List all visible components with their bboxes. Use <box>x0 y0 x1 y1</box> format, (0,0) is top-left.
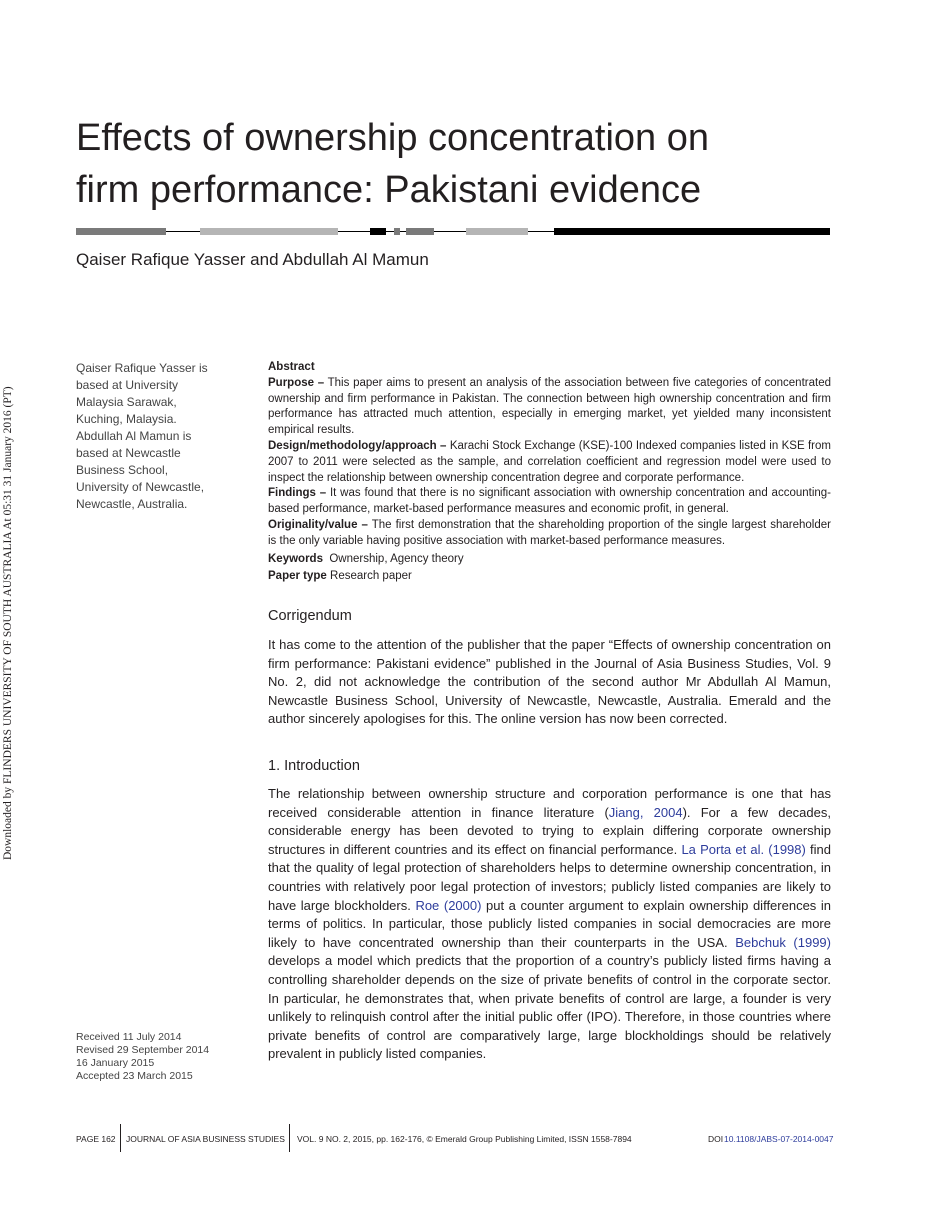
affiliation-line: Business School, <box>76 463 169 477</box>
affiliation-line: Newcastle, Australia. <box>76 497 188 511</box>
originality-text: The first demonstration that the shareholding proportion of the single largest shareholder is the only variable having positive association with market-based performance measures. <box>268 518 831 547</box>
article-title <box>76 112 876 216</box>
intro-text-5: develops a model which predicts that the proportion of a country’s publicly listed firms having a controlling shareholder depends on the size of private benefits of control in the corporate sector. In particular, he demonstrates that, when private benefits of control are large, a founder is very unlikely to relinquish control after the initial public offer (IPO). Therefore, in those countries where private benefits of control are comparatively large, large blockholdings should be relatively prevalent in publicly listed companies. <box>268 953 831 1062</box>
corrigendum-body <box>268 636 831 729</box>
paper-type-text: Research paper <box>330 570 412 583</box>
keywords-label: Keywords <box>268 552 323 565</box>
design-label: Design/methodology/approach – <box>268 439 447 452</box>
introduction-body <box>268 785 831 1064</box>
abstract-design <box>268 439 831 486</box>
affiliation-line: Abdullah Al Mamun is <box>76 429 192 443</box>
citation-link-roe[interactable]: Roe (2000) <box>415 897 482 913</box>
footer-divider <box>120 1124 121 1152</box>
introduction-paragraph <box>268 785 831 1064</box>
article-dates <box>76 1031 256 1083</box>
author-affiliation <box>76 360 251 513</box>
abstract-purpose <box>268 376 831 439</box>
affiliation-line: University of Newcastle, <box>76 480 205 494</box>
affiliation-line: based at University <box>76 378 179 392</box>
doi-label: DOI <box>708 1134 724 1144</box>
abstract-paper-type <box>268 569 831 585</box>
findings-text: It was found that there is no significant association with ownership concentration and accounting-based performance, market-based performance measures and economic profit, in general. <box>268 487 832 516</box>
intro-text-2: ). For a few decades, considerable energy has been devoted to trying to explain differing corporate ownership structures in different countries and its effect on financial performance. <box>268 804 831 857</box>
citation-link-la-porta[interactable]: La Porta et al. (1998) <box>681 841 806 857</box>
volume-info: VOL. 9 NO. 2, 2015, pp. 162-176, © Emerald Group Publishing Limited, ISSN 1558-7894 <box>297 1134 632 1144</box>
page-footer <box>76 1124 832 1152</box>
revised-date: Revised 29 September 2014 <box>76 1044 210 1056</box>
accepted-date: Accepted 23 March 2015 <box>76 1070 193 1082</box>
affiliation-line: Malaysia Sarawak, <box>76 395 177 409</box>
affiliation-line: based at Newcastle <box>76 446 181 460</box>
received-date: Received 11 July 2014 <box>76 1031 182 1043</box>
footer-divider <box>289 1124 290 1152</box>
revised-date-2: 16 January 2015 <box>76 1057 155 1069</box>
purpose-text: This paper aims to present an analysis of the association between five categories of concentrated ownership and firm performance in Pakistan. The connection between high ownership concentration and firm performance has attracted much attention, especially in emerging market, yet yielded many inconsistent empirical results. <box>268 376 831 437</box>
paper-type-label: Paper type <box>268 570 327 583</box>
introduction-heading: 1. Introduction <box>268 758 360 774</box>
intro-text-1: The relationship between ownership structure and corporation performance is one that has received considerable attention in finance literature ( <box>268 786 831 820</box>
citation-link-jiang[interactable]: Jiang, 2004 <box>608 804 683 820</box>
originality-label: Originality/value – <box>268 518 368 531</box>
intro-text-4: put a counter argument to explain ownership differences in terms of politics. In particular, those publicly listed companies in social democracies are more likely to have concentrated ownership than their counterparts in the USA. <box>268 897 832 950</box>
intro-text-3: find that the quality of legal protection of shareholders helps to determine ownership concentration, in countries with relatively poor legal protection of investors; publicly listed companies are likely to have large blockholders. <box>268 841 831 913</box>
design-text: Karachi Stock Exchange (KSE)-100 Indexed companies listed in KSE from 2007 to 2011 were selected as the sample, and correlation coefficient and regression model were used to inspect the relationship between ownership concentration degree and corporate performance. <box>268 439 831 484</box>
abstract <box>268 360 831 585</box>
affiliation-line: Qaiser Rafique Yasser is <box>76 361 208 375</box>
corrigendum-heading: Corrigendum <box>268 608 352 624</box>
purpose-label: Purpose – <box>268 376 325 389</box>
page-number: PAGE 162 <box>76 1134 116 1144</box>
abstract-heading: Abstract <box>268 361 315 373</box>
journal-name: JOURNAL OF ASIA BUSINESS STUDIES <box>126 1134 285 1144</box>
download-watermark: Downloaded by FLINDERS UNIVERSITY OF SOUTH AUSTRALIA At 05:31 31 January 2016 (PT) <box>2 386 14 860</box>
keywords-text: Ownership, Agency theory <box>329 552 464 565</box>
abstract-originality <box>268 518 831 550</box>
affiliation-line: Kuching, Malaysia. <box>76 412 177 426</box>
title-line-2: firm performance: Pakistani evidence <box>76 169 702 211</box>
citation-link-bebchuk[interactable]: Bebchuk (1999) <box>735 934 831 950</box>
author-names: Qaiser Rafique Yasser and Abdullah Al Mamun <box>76 250 429 269</box>
corrigendum-text: It has come to the attention of the publisher that the paper “Effects of ownership concentration on firm performance: Pakistani evidence” published in the Journal of Asia Business Studies, Vol. 9 No. 2, did not acknowledge the contribution of the second author Mr Abdullah Al Mamun, Newcastle Business School, University of Newcastle, Newcastle, Australia. Emerald and the author sincerely apologises for this. The online version has now been corrected. <box>268 637 831 727</box>
doi-link[interactable]: 10.1108/JABS-07-2014-0047 <box>724 1134 834 1144</box>
abstract-keywords <box>268 552 831 568</box>
findings-label: Findings – <box>268 487 327 500</box>
abstract-findings <box>268 486 831 518</box>
title-line-1: Effects of ownership concentration on <box>76 117 710 159</box>
